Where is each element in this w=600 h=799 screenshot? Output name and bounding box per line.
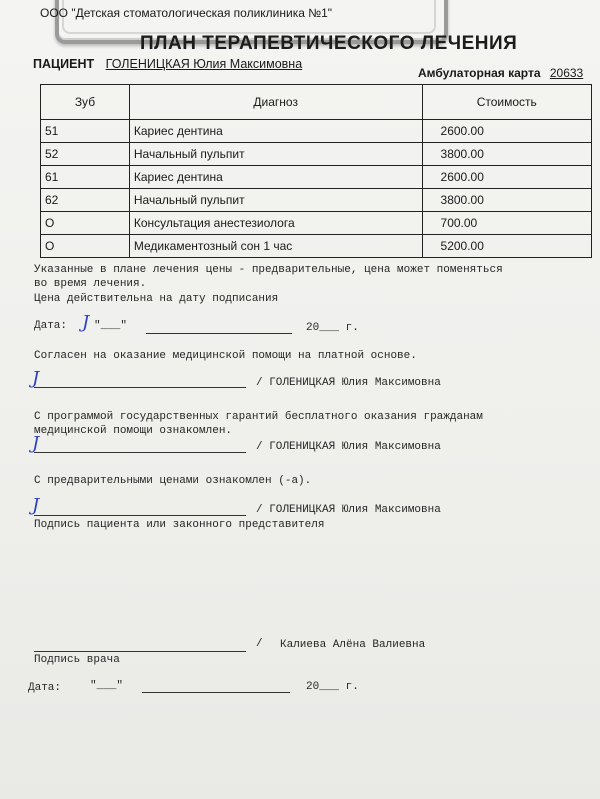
cell-cost: 5200.00 bbox=[422, 235, 591, 258]
date-day: "___" bbox=[94, 320, 128, 332]
cell-diagnosis: Консультация анестезиолога bbox=[129, 212, 422, 235]
doctor-signature-line bbox=[34, 651, 246, 652]
card-label: Амбулаторная карта bbox=[418, 66, 541, 80]
date-year: 20___ г. bbox=[306, 322, 359, 334]
table-row bbox=[41, 120, 592, 143]
patient-row bbox=[33, 57, 302, 71]
date-day: "___" bbox=[90, 680, 124, 692]
date-label: Дата: bbox=[34, 320, 68, 332]
doctor-name: Калиева Алёна Валиевна bbox=[280, 639, 426, 651]
card-row bbox=[418, 66, 583, 80]
date-year: 20___ г. bbox=[306, 681, 359, 693]
signature-line bbox=[34, 452, 246, 453]
cell-tooth: 52 bbox=[41, 143, 130, 166]
cell-cost: 2600.00 bbox=[422, 120, 591, 143]
patient-label: ПАЦИЕНТ bbox=[33, 57, 95, 71]
table-header-row bbox=[41, 85, 592, 120]
cell-cost: 2600.00 bbox=[422, 166, 591, 189]
date-label: Дата: bbox=[28, 682, 62, 694]
clinic-name: ООО "Детская стоматологическая поликлиника №1" bbox=[40, 6, 333, 20]
table-row bbox=[41, 212, 592, 235]
cell-tooth: О bbox=[41, 212, 130, 235]
cell-diagnosis: Начальный пульпит bbox=[129, 189, 422, 212]
cell-tooth: О bbox=[41, 235, 130, 258]
consent-paid-text: Согласен на оказание медицинской помощи на платной основе. bbox=[34, 350, 417, 362]
table-row bbox=[41, 235, 592, 258]
cell-cost: 3800.00 bbox=[422, 143, 591, 166]
services-table bbox=[40, 84, 592, 258]
signature-mark: J bbox=[32, 368, 40, 389]
table-row bbox=[41, 189, 592, 212]
card-number: 20633 bbox=[549, 66, 584, 80]
cell-diagnosis: Кариес дентина bbox=[129, 120, 422, 143]
signature-line bbox=[34, 515, 246, 516]
table-row bbox=[41, 166, 592, 189]
consent-paid-signer: / ГОЛЕНИЦКАЯ Юлия Максимовна bbox=[256, 377, 441, 389]
signature-mark: J bbox=[32, 433, 40, 454]
doctor-slash: / bbox=[256, 638, 263, 650]
consent-guarantee-text-1: С программой государственных гарантий бесплатного оказания гражданам bbox=[34, 411, 483, 423]
cell-cost: 700.00 bbox=[422, 212, 591, 235]
signature-mark: J bbox=[32, 495, 40, 516]
notes-line-3: Цена действительна на дату подписания bbox=[34, 293, 279, 305]
consent-prices-signer: / ГОЛЕНИЦКАЯ Юлия Максимовна bbox=[256, 504, 441, 516]
signature-line bbox=[34, 387, 246, 388]
patient-name: ГОЛЕНИЦКАЯ Юлия Максимовна bbox=[105, 57, 303, 71]
signature-mark: J bbox=[82, 312, 90, 333]
header-diagnosis: Диагноз bbox=[129, 85, 422, 120]
table-row bbox=[41, 143, 592, 166]
header-tooth: Зуб bbox=[41, 85, 130, 120]
cell-cost: 3800.00 bbox=[422, 189, 591, 212]
plan-title: ПЛАН ТЕРАПЕВТИЧЕСКОГО ЛЕЧЕНИЯ bbox=[140, 33, 518, 54]
cell-diagnosis: Кариес дентина bbox=[129, 166, 422, 189]
cell-diagnosis: Медикаментозный сон 1 час bbox=[129, 235, 422, 258]
notes-line-1: Указанные в плане лечения цены - предварительные, цена может поменяться bbox=[34, 264, 503, 276]
doctor-signature-caption: Подпись врача bbox=[34, 654, 120, 666]
consent-guarantee-text-2: медицинской помощи ознакомлен. bbox=[34, 425, 233, 437]
date-month-line bbox=[142, 692, 290, 693]
notes-line-2: во время лечения. bbox=[34, 278, 147, 290]
cell-tooth: 61 bbox=[41, 166, 130, 189]
consent-prices-text: С предварительными ценами ознакомлен (-а). bbox=[34, 475, 312, 487]
cell-tooth: 62 bbox=[41, 189, 130, 212]
patient-signature-caption: Подпись пациента или законного представителя bbox=[34, 519, 325, 531]
date-month-line bbox=[146, 333, 292, 334]
cell-diagnosis: Начальный пульпит bbox=[129, 143, 422, 166]
consent-guarantee-signer: / ГОЛЕНИЦКАЯ Юлия Максимовна bbox=[256, 441, 441, 453]
cell-tooth: 51 bbox=[41, 120, 130, 143]
header-cost: Стоимость bbox=[422, 85, 591, 120]
